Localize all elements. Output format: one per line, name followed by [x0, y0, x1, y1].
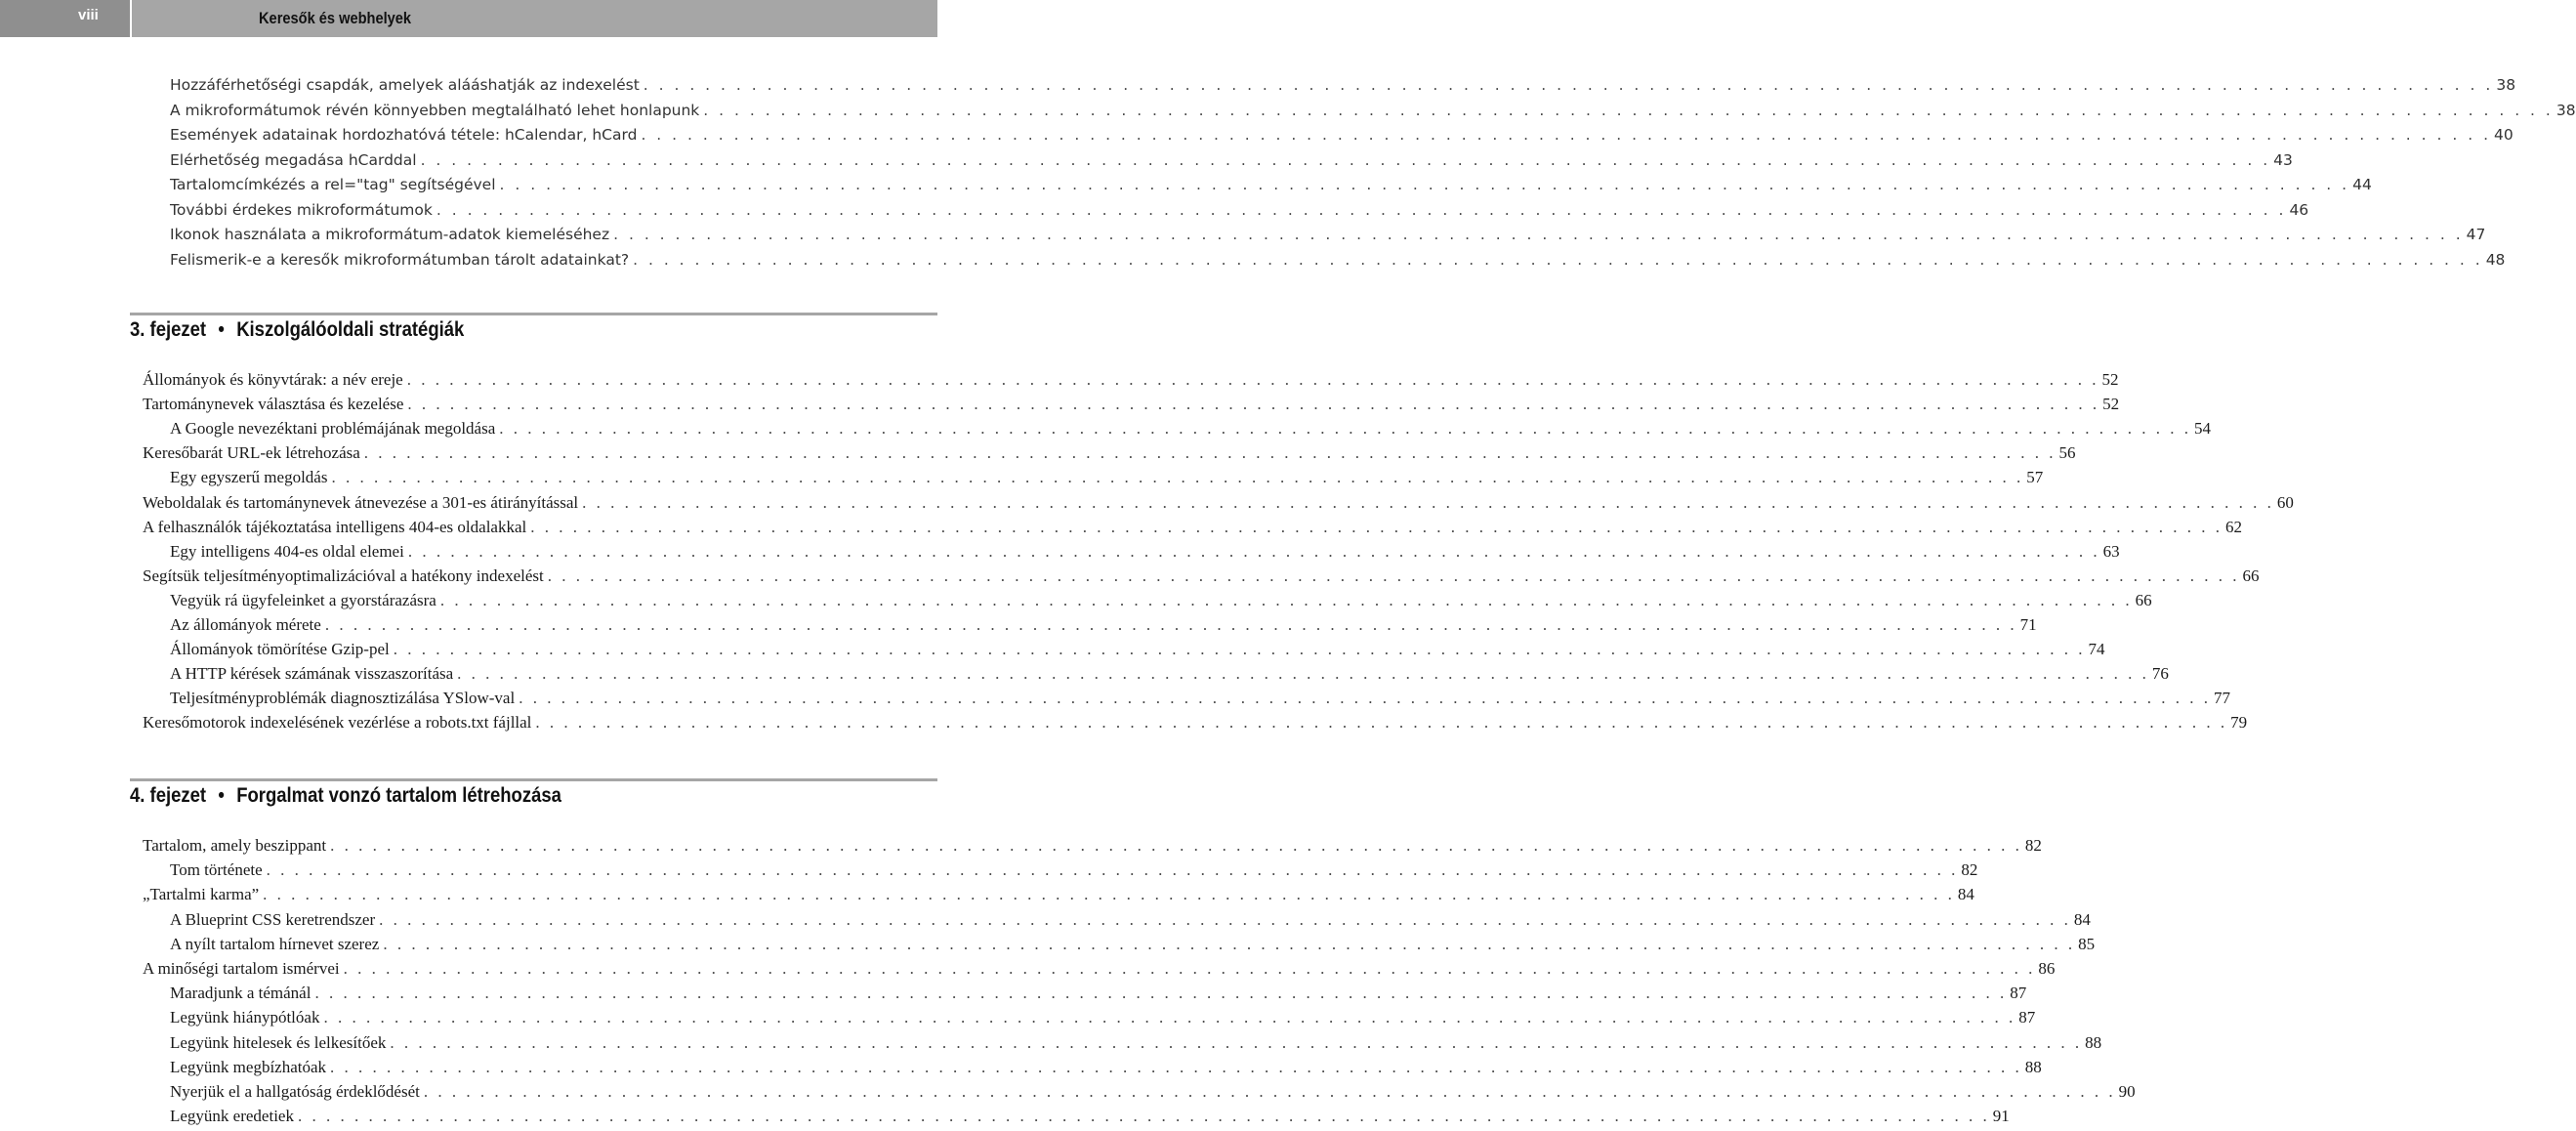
toc-entry[interactable]	[170, 466, 2044, 489]
toc-entry-title: „Tartalmi karma”	[143, 885, 260, 904]
toc-entry[interactable]	[170, 123, 2514, 147]
toc-dot-leader: . . . . . . . . . . . . . . . . . . . . . . . . . . . . . . . . . . . . . . . . . . . . . . . . . . . . . . . . . . . . . . . . . . . . . . . . . . . . . . . . . . . . . . . . . . . . . . . . . . . . . . . . . . . . . . . . . . . . . . . .	[324, 615, 2017, 634]
toc-entry-title: Segítsük teljesítményoptimalizációval a hatékony indexelést	[143, 566, 544, 585]
toc-dot-leader: . . . . . . . . . . . . . . . . . . . . . . . . . . . . . . . . . . . . . . . . . . . . . . . . . . . . . . . . . . . . . . . . . . . . . . . . . . . . . . . . . . . . . . . . . . . . . . . . . . . . . . . . . . . . . . . . . . . . . . . .	[266, 860, 1959, 880]
toc-entry-title: Állományok és könyvtárak: a név ereje	[143, 370, 403, 389]
toc-dot-leader: . . . . . . . . . . . . . . . . . . . . . . . . . . . . . . . . . . . . . . . . . . . . . . . . . . . . . . . . . . . . . . . . . . . . . . . . . . . . . . . . . . . . . . . . . . . . . . . . . . . . . . . . . . . . . . . . . . . . . . . .	[535, 713, 2228, 733]
toc-entry-page: 87	[2018, 1008, 2036, 1027]
toc-entry-title: Az állományok mérete	[170, 615, 321, 634]
toc-dot-leader: . . . . . . . . . . . . . . . . . . . . . . . . . . . . . . . . . . . . . . . . . . . . . . . . . . . . . . . . . . . . . . . . . . . . . . . . . . . . . . . . . . . . . . . . . . . . . . . . . . . . . . . . . . . . . . . . . . . . . . . .	[343, 959, 2036, 978]
toc-entry-page: 60	[2276, 492, 2294, 512]
toc-entry[interactable]	[170, 417, 2212, 440]
chapter-4-number: 4. fejezet	[130, 784, 207, 807]
toc-entry-page: 62	[2224, 517, 2242, 536]
toc-entry[interactable]	[170, 613, 2037, 637]
toc-entry-title: Weboldalak és tartománynevek átnevezése a 301-es átirányítással	[143, 492, 579, 512]
toc-entry-title: Maradjunk a témánál	[170, 984, 312, 1003]
toc-entry-title: Keresőbarát URL-ek létrehozása	[143, 443, 360, 463]
toc-entry-page: 71	[2019, 615, 2037, 634]
toc-entry-page: 77	[2213, 689, 2230, 708]
toc-dot-leader: . . . . . . . . . . . . . . . . . . . . . . . . . . . . . . . . . . . . . . . . . . . . . . . . . . . . . . . . . . . . . . . . . . . . . . . . . . . . . . . . . . . . . . . . . . . . . . . . . . . . . . . . . . . . . . . . . . . . . . . .	[613, 226, 2464, 243]
toc-dot-leader: . . . . . . . . . . . . . . . . . . . . . . . . . . . . . . . . . . . . . . . . . . . . . . . . . . . . . . . . . . . . . . . . . . . . . . . . . . . . . . . . . . . . . . . . . . . . . . . . . . . . . . . . . . . . . . . . . . . . . . . .	[547, 566, 2240, 585]
toc-entry[interactable]	[170, 1006, 2036, 1029]
toc-dot-leader: . . . . . . . . . . . . . . . . . . . . . . . . . . . . . . . . . . . . . . . . . . . . . . . . . . . . . . . . . . . . . . . . . . . . . . . . . . . . . . . . . . . . . . . . . . . . . . . . . . . . . . . . . . . . . . . . . . . . . . . .	[379, 909, 2071, 929]
toc-entry[interactable]	[170, 933, 2096, 956]
toc-dot-leader: . . . . . . . . . . . . . . . . . . . . . . . . . . . . . . . . . . . . . . . . . . . . . . . . . . . . . . . . . . . . . . . . . . . . . . . . . . . . . . . . . . . . . . . . . . . . . . . . . . . . . . . . . . . . . . . . . . . . . . . .	[407, 541, 2100, 561]
toc-entry[interactable]	[170, 908, 2091, 932]
toc-dot-leader: . . . . . . . . . . . . . . . . . . . . . . . . . . . . . . . . . . . . . . . . . . . . . . . . . . . . . . . . . . . . . . . . . . . . . . . . . . . . . . . . . . . . . . . . . . . . . . . . . . . . . . . . . . . . . . . . . . . . . . . .	[323, 1008, 2016, 1027]
toc-entry[interactable]	[170, 1031, 2102, 1055]
toc-entry[interactable]	[143, 516, 2242, 539]
toc-entry[interactable]	[170, 859, 1978, 882]
toc-entry-page: 46	[2289, 200, 2309, 219]
toc-entry[interactable]	[170, 687, 2230, 710]
toc-entry-page: 48	[2485, 250, 2506, 269]
toc-entry-title: A minőségi tartalom ismérvei	[143, 959, 340, 978]
toc-entry-page: 86	[2038, 959, 2056, 978]
toc-entry[interactable]	[170, 73, 2516, 97]
toc-dot-leader: . . . . . . . . . . . . . . . . . . . . . . . . . . . . . . . . . . . . . . . . . . . . . . . . . . . . . . . . . . . . . . . . . . . . . . . . . . . . . . . . . . . . . . . . . . . . . . . . . . . . . . . . . . . . . . . . . . . . . . . .	[393, 640, 2086, 659]
toc-entry-page: 82	[1961, 860, 1978, 880]
toc-entry-page: 47	[2466, 226, 2486, 243]
toc-entry-title: Egy egyszerű megoldás	[170, 468, 328, 487]
toc-entry-page: 56	[2058, 443, 2076, 463]
toc-entry-title: Legyünk hiánypótlóak	[170, 1008, 320, 1027]
toc-entry-page: 66	[2242, 566, 2260, 585]
toc-entry[interactable]	[170, 638, 2105, 661]
toc-entry-page: 85	[2078, 934, 2096, 953]
toc-dot-leader: . . . . . . . . . . . . . . . . . . . . . . . . . . . . . . . . . . . . . . . . . . . . . . . . . . . . . . . . . . . . . . . . . . . . . . . . . . . . . . . . . . . . . . . . . . . . . . . . . . . . . . . . . . . . . . . . . . . . . . . .	[383, 934, 2076, 953]
toc-dot-leader: . . . . . . . . . . . . . . . . . . . . . . . . . . . . . . . . . . . . . . . . . . . . . . . . . . . . . . . . . . . . . . . . . . . . . . . . . . . . . . . . . . . . . . . . . . . . . . . . . . . . . . . . . . . . . . . . . . . . . . . .	[436, 200, 2287, 219]
chapter-4-bullet: •	[218, 784, 225, 807]
toc-entry[interactable]	[170, 662, 2169, 686]
toc-entry-page: 44	[2352, 176, 2372, 193]
toc-entry[interactable]	[170, 198, 2309, 222]
toc-entry[interactable]	[143, 834, 2042, 858]
toc-entry[interactable]	[143, 565, 2260, 588]
toc-entry-title: Tom története	[170, 860, 263, 880]
toc-entry[interactable]	[143, 393, 2120, 416]
toc-entry-title: Vegyük rá ügyfeleinket a gyorstárazásra	[170, 590, 436, 609]
toc-entry-title: Tartománynevek választása és kezelése	[143, 395, 404, 414]
toc-entry-title: Tartalom, amely beszippant	[143, 836, 327, 855]
toc-entry-page: 84	[1957, 885, 1974, 904]
toc-dot-leader: . . . . . . . . . . . . . . . . . . . . . . . . . . . . . . . . . . . . . . . . . . . . . . . . . . . . . . . . . . . . . . . . . . . . . . . . . . . . . . . . . . . . . . . . . . . . . . . . . . . . . . . . . . . . . . . . . . . . . . . .	[390, 1032, 2083, 1052]
toc-entry-page: 88	[2024, 1057, 2042, 1076]
toc-entry[interactable]	[143, 711, 2248, 734]
toc-entry-page: 74	[2088, 640, 2105, 659]
toc-entry[interactable]	[170, 1080, 2136, 1104]
toc-entry-title: A felhasználók tájékoztatása intelligens 404-es oldalakkal	[143, 517, 527, 536]
toc-entry-page: 79	[2230, 713, 2248, 733]
toc-entry-title: Keresőmotorok indexelésének vezérlése a robots.txt fájllal	[143, 713, 532, 733]
toc-entry-title: A mikroformátumok révén könnyebben megtalálható lehet honlapunk	[170, 101, 700, 119]
toc-dot-leader: . . . . . . . . . . . . . . . . . . . . . . . . . . . . . . . . . . . . . . . . . . . . . . . . . . . . . . . . . . . . . . . . . . . . . . . . . . . . . . . . . . . . . . . . . . . . . . . . . . . . . . . . . . . . . . . . . . . . . . . .	[297, 1107, 1990, 1126]
toc-dot-leader: . . . . . . . . . . . . . . . . . . . . . . . . . . . . . . . . . . . . . . . . . . . . . . . . . . . . . . . . . . . . . . . . . . . . . . . . . . . . . . . . . . . . . . . . . . . . . . . . . . . . . . . . . . . . . . . . . . . . . . . .	[439, 590, 2133, 609]
toc-entry[interactable]	[170, 1105, 2010, 1128]
toc-entry[interactable]	[170, 223, 2486, 246]
toc-entry[interactable]	[143, 957, 2056, 981]
toc-dot-leader: . . . . . . . . . . . . . . . . . . . . . . . . . . . . . . . . . . . . . . . . . . . . . . . . . . . . . . . . . . . . . . . . . . . . . . . . . . . . . . . . . . . . . . . . . . . . . . . . . . . . . . . . . . . . . . . . . . . . . . . .	[406, 370, 2099, 389]
toc-dot-leader: . . . . . . . . . . . . . . . . . . . . . . . . . . . . . . . . . . . . . . . . . . . . . . . . . . . . . . . . . . . . . . . . . . . . . . . . . . . . . . . . . . . . . . . . . . . . . . . . . . . . . . . . . . . . . . . . . . . . . . . .	[330, 836, 2022, 855]
toc-entry-title: Egy intelligens 404-es oldal elemei	[170, 541, 404, 561]
chapter-3-bullet: •	[218, 318, 225, 341]
chapter-3-title: Kiszolgálóoldali stratégiák	[236, 318, 465, 341]
toc-entry[interactable]	[170, 540, 2120, 564]
toc-entry[interactable]	[170, 248, 2506, 272]
toc-entry-title: Felismerik-e a keresők mikroformátumban tárolt adatainkat?	[170, 250, 630, 269]
toc-entry-title: A HTTP kérések számának visszaszorítása	[170, 664, 454, 684]
page-header	[0, 0, 937, 37]
toc-entry[interactable]	[170, 99, 2576, 122]
toc-entry-title: Ikonok használata a mikroformátum-adatok kiemeléséhez	[170, 226, 610, 243]
toc-entry[interactable]	[170, 982, 2027, 1005]
toc-entry-page: 63	[2102, 541, 2120, 561]
toc-dot-leader: . . . . . . . . . . . . . . . . . . . . . . . . . . . . . . . . . . . . . . . . . . . . . . . . . . . . . . . . . . . . . . . . . . . . . . . . . . . . . . . . . . . . . . . . . . . . . . . . . . . . . . . . . . . . . . . . . . . . . . . .	[641, 126, 2492, 144]
running-title: Keresők és webhelyek	[259, 9, 412, 27]
toc-entry-page: 76	[2151, 664, 2169, 684]
toc-entry-title: Elérhetőség megadása hCarddal	[170, 150, 417, 169]
toc-dot-leader: . . . . . . . . . . . . . . . . . . . . . . . . . . . . . . . . . . . . . . . . . . . . . . . . . . . . . . . . . . . . . . . . . . . . . . . . . . . . . . . . . . . . . . . . . . . . . . . . . . . . . . . . . . . . . . . . . . . . . . . .	[363, 443, 2057, 463]
toc-entry[interactable]	[170, 1056, 2042, 1079]
toc-entry[interactable]	[143, 883, 1974, 906]
toc-entry-title: Tartalomcímkézés a rel="tag" segítségével	[170, 176, 496, 193]
toc-entry[interactable]	[143, 368, 2119, 392]
chapter-4-heading	[130, 781, 561, 811]
toc-entry-title: Legyünk megbízhatóak	[170, 1057, 327, 1076]
chapter-3-number: 3. fejezet	[130, 318, 207, 341]
toc-entry-title: Nyerjük el a hallgatóság érdeklődését	[170, 1082, 420, 1101]
toc-entry-title: A nyílt tartalom hírnevet szerez	[170, 934, 380, 953]
toc-dot-leader: . . . . . . . . . . . . . . . . . . . . . . . . . . . . . . . . . . . . . . . . . . . . . . . . . . . . . . . . . . . . . . . . . . . . . . . . . . . . . . . . . . . . . . . . . . . . . . . . . . . . . . . . . . . . . . . . . . . . . . . .	[407, 395, 2100, 414]
toc-dot-leader: . . . . . . . . . . . . . . . . . . . . . . . . . . . . . . . . . . . . . . . . . . . . . . . . . . . . . . . . . . . . . . . . . . . . . . . . . . . . . . . . . . . . . . . . . . . . . . . . . . . . . . . . . . . . . . . . . . . . . . . .	[331, 468, 2024, 487]
toc-dot-leader: . . . . . . . . . . . . . . . . . . . . . . . . . . . . . . . . . . . . . . . . . . . . . . . . . . . . . . . . . . . . . . . . . . . . . . . . . . . . . . . . . . . . . . . . . . . . . . . . . . . . . . . . . . . . . . . . . . . . . . . .	[330, 1057, 2022, 1076]
toc-dot-leader: . . . . . . . . . . . . . . . . . . . . . . . . . . . . . . . . . . . . . . . . . . . . . . . . . . . . . . . . . . . . . . . . . . . . . . . . . . . . . . . . . . . . . . . . . . . . . . . . . . . . . . . . . . . . . . . . . . . . . . . .	[703, 101, 2554, 119]
toc-entry-title: Teljesítményproblémák diagnosztizálása YSlow-val	[170, 689, 516, 708]
toc-dot-leader: . . . . . . . . . . . . . . . . . . . . . . . . . . . . . . . . . . . . . . . . . . . . . . . . . . . . . . . . . . . . . . . . . . . . . . . . . . . . . . . . . . . . . . . . . . . . . . . . . . . . . . . . . . . . . . . . . . . . . . . .	[582, 492, 2274, 512]
toc-entry[interactable]	[170, 148, 2293, 172]
toc-entry-page: 66	[2135, 590, 2152, 609]
toc-entry-page: 52	[2101, 370, 2119, 389]
toc-entry-title: A Google nevezéktani problémájának megoldása	[170, 419, 496, 439]
toc-entry-page: 38	[2555, 101, 2576, 119]
toc-dot-leader: . . . . . . . . . . . . . . . . . . . . . . . . . . . . . . . . . . . . . . . . . . . . . . . . . . . . . . . . . . . . . . . . . . . . . . . . . . . . . . . . . . . . . . . . . . . . . . . . . . . . . . . . . . . . . . . . . . . . . . . .	[643, 76, 2494, 94]
page-number: viii	[78, 7, 99, 23]
toc-dot-leader: . . . . . . . . . . . . . . . . . . . . . . . . . . . . . . . . . . . . . . . . . . . . . . . . . . . . . . . . . . . . . . . . . . . . . . . . . . . . . . . . . . . . . . . . . . . . . . . . . . . . . . . . . . . . . . . . . . . . . . . .	[314, 984, 2008, 1003]
toc-dot-leader: . . . . . . . . . . . . . . . . . . . . . . . . . . . . . . . . . . . . . . . . . . . . . . . . . . . . . . . . . . . . . . . . . . . . . . . . . . . . . . . . . . . . . . . . . . . . . . . . . . . . . . . . . . . . . . . . . . . . . . . .	[457, 664, 2149, 684]
toc-entry-page: 91	[1992, 1107, 2010, 1126]
toc-entry-title: További érdekes mikroformátumok	[170, 200, 433, 219]
toc-entry-page: 88	[2085, 1032, 2102, 1052]
toc-dot-leader: . . . . . . . . . . . . . . . . . . . . . . . . . . . . . . . . . . . . . . . . . . . . . . . . . . . . . . . . . . . . . . . . . . . . . . . . . . . . . . . . . . . . . . . . . . . . . . . . . . . . . . . . . . . . . . . . . . . . . . . .	[420, 150, 2271, 169]
toc-dot-leader: . . . . . . . . . . . . . . . . . . . . . . . . . . . . . . . . . . . . . . . . . . . . . . . . . . . . . . . . . . . . . . . . . . . . . . . . . . . . . . . . . . . . . . . . . . . . . . . . . . . . . . . . . . . . . . . . . . . . . . . .	[499, 176, 2350, 193]
toc-entry[interactable]	[143, 491, 2294, 515]
page-number-tab	[0, 0, 132, 37]
toc-entry-title: Legyünk eredetiek	[170, 1107, 294, 1126]
toc-entry-title: Események adatainak hordozhatóvá tétele: hCalendar, hCard	[170, 126, 638, 144]
toc-dot-leader: . . . . . . . . . . . . . . . . . . . . . . . . . . . . . . . . . . . . . . . . . . . . . . . . . . . . . . . . . . . . . . . . . . . . . . . . . . . . . . . . . . . . . . . . . . . . . . . . . . . . . . . . . . . . . . . . . . . . . . . .	[530, 517, 2223, 536]
toc-entry-page: 52	[2102, 395, 2120, 414]
toc-entry-title: Hozzáférhetőségi csapdák, amelyek alááshatják az indexelést	[170, 76, 640, 94]
toc-entry-page: 38	[2496, 76, 2516, 94]
toc-dot-leader: . . . . . . . . . . . . . . . . . . . . . . . . . . . . . . . . . . . . . . . . . . . . . . . . . . . . . . . . . . . . . . . . . . . . . . . . . . . . . . . . . . . . . . . . . . . . . . . . . . . . . . . . . . . . . . . . . . . . . . . .	[263, 885, 1955, 904]
toc-entry-title: Állományok tömörítése Gzip-pel	[170, 640, 390, 659]
toc-dot-leader: . . . . . . . . . . . . . . . . . . . . . . . . . . . . . . . . . . . . . . . . . . . . . . . . . . . . . . . . . . . . . . . . . . . . . . . . . . . . . . . . . . . . . . . . . . . . . . . . . . . . . . . . . . . . . . . . . . . . . . . .	[423, 1082, 2116, 1101]
toc-entry-page: 54	[2194, 419, 2212, 439]
toc-entry-title: A Blueprint CSS keretrendszer	[170, 909, 376, 929]
chapter-3-heading	[130, 315, 464, 345]
toc-entry-page: 40	[2494, 126, 2514, 144]
toc-entry-page: 87	[2010, 984, 2027, 1003]
toc-entry-page: 43	[2273, 150, 2293, 169]
toc-entry-page: 57	[2026, 468, 2044, 487]
toc-entry[interactable]	[143, 441, 2076, 465]
toc-dot-leader: . . . . . . . . . . . . . . . . . . . . . . . . . . . . . . . . . . . . . . . . . . . . . . . . . . . . . . . . . . . . . . . . . . . . . . . . . . . . . . . . . . . . . . . . . . . . . . . . . . . . . . . . . . . . . . . . . . . . . . . .	[519, 689, 2211, 708]
chapter-4-title: Forgalmat vonzó tartalom létrehozása	[236, 784, 561, 807]
toc-dot-leader: . . . . . . . . . . . . . . . . . . . . . . . . . . . . . . . . . . . . . . . . . . . . . . . . . . . . . . . . . . . . . . . . . . . . . . . . . . . . . . . . . . . . . . . . . . . . . . . . . . . . . . . . . . . . . . . . . . . . . . . .	[499, 419, 2192, 439]
toc-entry-page: 82	[2024, 836, 2042, 855]
toc-entry-page: 90	[2118, 1082, 2136, 1101]
toc-entry[interactable]	[170, 589, 2152, 612]
toc-dot-leader: . . . . . . . . . . . . . . . . . . . . . . . . . . . . . . . . . . . . . . . . . . . . . . . . . . . . . . . . . . . . . . . . . . . . . . . . . . . . . . . . . . . . . . . . . . . . . . . . . . . . . . . . . . . . . . . . . . . . . . . .	[633, 250, 2483, 269]
toc-entry[interactable]	[170, 173, 2372, 196]
toc-entry-title: Legyünk hitelesek és lelkesítőek	[170, 1032, 387, 1052]
toc-entry-page: 84	[2073, 909, 2091, 929]
